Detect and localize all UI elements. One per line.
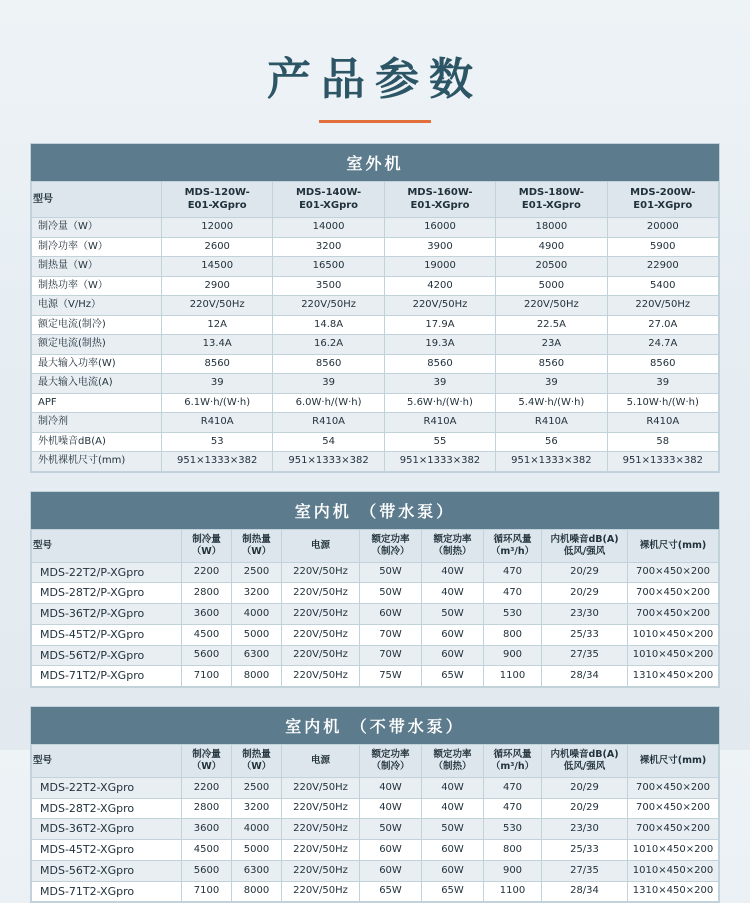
table-row	[32, 218, 719, 238]
table-cell: 20000	[607, 218, 718, 238]
table-row	[32, 777, 719, 798]
table-cell: 16500	[273, 257, 384, 277]
table-cell: 65W	[422, 666, 484, 687]
row-label: 外机噪音dB(A)	[32, 432, 162, 452]
model-name-cell: MDS-36T2/P-XGpro	[32, 604, 182, 625]
table-cell: 5600	[182, 645, 232, 666]
table-cell: 900	[484, 645, 542, 666]
table-cell: 8000	[232, 666, 282, 687]
table-cell: 16000	[384, 218, 495, 238]
outdoor-unit-title: 室外机	[31, 144, 719, 181]
table-cell: 56	[496, 432, 607, 452]
column-header-1: 制冷量 （W）	[182, 529, 232, 562]
table-row	[32, 315, 719, 335]
table-cell: 39	[496, 374, 607, 394]
table-cell: 3200	[232, 798, 282, 819]
table-cell: 530	[484, 604, 542, 625]
column-header-model-4: MDS-200W- E01-XGpro	[607, 182, 718, 218]
table-cell: 53	[162, 432, 273, 452]
column-header-4: 额定功率 （制冷）	[360, 745, 422, 778]
table-cell: 3200	[273, 237, 384, 257]
table-cell: 8560	[496, 354, 607, 374]
table-cell: 55	[384, 432, 495, 452]
table-cell: 40W	[422, 798, 484, 819]
outdoor-unit-table	[31, 181, 719, 472]
table-cell: 13.4A	[162, 335, 273, 355]
table-cell: 8560	[273, 354, 384, 374]
table-cell: 39	[384, 374, 495, 394]
table-cell: 6.1W·h/(W·h)	[162, 393, 273, 413]
table-cell: 1310×450×200	[628, 666, 719, 687]
table-cell: 220V/50Hz	[384, 296, 495, 316]
model-name-cell: MDS-36T2-XGpro	[32, 819, 182, 840]
column-header-3: 电源	[282, 529, 360, 562]
model-name-cell: MDS-28T2/P-XGpro	[32, 583, 182, 604]
table-cell: 1310×450×200	[628, 881, 719, 902]
page-title: 产品参数	[267, 54, 483, 105]
table-cell: 4000	[232, 819, 282, 840]
column-header-model-3: MDS-180W- E01-XGpro	[496, 182, 607, 218]
table-cell: 470	[484, 798, 542, 819]
table-cell: 5.6W·h/(W·h)	[384, 393, 495, 413]
table-cell: 6.0W·h/(W·h)	[273, 393, 384, 413]
table-row	[32, 798, 719, 819]
column-header-3: 电源	[282, 745, 360, 778]
table-cell: 2900	[162, 276, 273, 296]
table-cell: 3600	[182, 604, 232, 625]
table-cell: 58	[607, 432, 718, 452]
table-cell: 12000	[162, 218, 273, 238]
table-cell: 4900	[496, 237, 607, 257]
table-cell: 4200	[384, 276, 495, 296]
table-cell: 8560	[607, 354, 718, 374]
table-row	[32, 819, 719, 840]
row-label: 额定电流(制冷)	[32, 315, 162, 335]
table-cell: 14500	[162, 257, 273, 277]
model-name-cell: MDS-71T2/P-XGpro	[32, 666, 182, 687]
table-cell: 4500	[182, 624, 232, 645]
column-header-6: 循环风量 （m³/h）	[484, 529, 542, 562]
table-cell: 220V/50Hz	[282, 666, 360, 687]
table-cell: 40W	[422, 777, 484, 798]
model-name-cell: MDS-45T2-XGpro	[32, 840, 182, 861]
table-row	[32, 604, 719, 625]
row-label: 最大输入电流(A)	[32, 374, 162, 394]
table-cell: 2200	[182, 777, 232, 798]
table-cell: 16.2A	[273, 335, 384, 355]
table-cell: R410A	[162, 413, 273, 433]
model-name-cell: MDS-22T2-XGpro	[32, 777, 182, 798]
table-cell: 5600	[182, 860, 232, 881]
column-header-2: 制热量 （W）	[232, 529, 282, 562]
table-cell: 60W	[360, 860, 422, 881]
table-cell: 25/33	[542, 624, 628, 645]
table-cell: 700×450×200	[628, 819, 719, 840]
table-cell: 8560	[384, 354, 495, 374]
table-cell: 28/34	[542, 881, 628, 902]
table-cell: 20/29	[542, 798, 628, 819]
model-name-cell: MDS-56T2/P-XGpro	[32, 645, 182, 666]
table-cell: 60W	[360, 840, 422, 861]
table-row	[32, 452, 719, 472]
indoor-pump-title: 室内机 （带水泵）	[31, 492, 719, 529]
table-cell: 27.0A	[607, 315, 718, 335]
table-cell: 5.4W·h/(W·h)	[496, 393, 607, 413]
table-cell: 39	[273, 374, 384, 394]
column-header-2: 制热量 （W）	[232, 745, 282, 778]
table-cell: 23A	[496, 335, 607, 355]
table-header-row	[32, 182, 719, 218]
table-row	[32, 645, 719, 666]
table-cell: 3600	[182, 819, 232, 840]
table-cell: 220V/50Hz	[282, 798, 360, 819]
column-header-7: 内机噪音dB(A) 低风/强风	[542, 529, 628, 562]
column-header-model-2: MDS-160W- E01-XGpro	[384, 182, 495, 218]
table-cell: 23/30	[542, 604, 628, 625]
table-cell: 5400	[607, 276, 718, 296]
table-cell: 951×1333×382	[384, 452, 495, 472]
table-cell: 7100	[182, 881, 232, 902]
table-cell: 800	[484, 840, 542, 861]
indoor-nopump-table	[31, 744, 719, 902]
table-cell: 220V/50Hz	[282, 562, 360, 583]
table-cell: R410A	[273, 413, 384, 433]
table-cell: 20500	[496, 257, 607, 277]
table-row	[32, 374, 719, 394]
table-cell: 70W	[360, 645, 422, 666]
table-cell: 470	[484, 562, 542, 583]
row-label: 最大输入功率(W)	[32, 354, 162, 374]
table-cell: 19.3A	[384, 335, 495, 355]
table-cell: 1010×450×200	[628, 645, 719, 666]
table-row	[32, 413, 719, 433]
column-header-0: 型号	[32, 745, 182, 778]
table-row	[32, 296, 719, 316]
column-header-1: 制冷量 （W）	[182, 745, 232, 778]
table-cell: 1010×450×200	[628, 840, 719, 861]
table-cell: 20/29	[542, 583, 628, 604]
model-name-cell: MDS-28T2-XGpro	[32, 798, 182, 819]
table-cell: 7100	[182, 666, 232, 687]
table-cell: 4500	[182, 840, 232, 861]
table-cell: 1100	[484, 881, 542, 902]
table-cell: 50W	[360, 819, 422, 840]
table-cell: 60W	[422, 840, 484, 861]
indoor-pump-table	[31, 529, 719, 687]
table-cell: 220V/50Hz	[282, 860, 360, 881]
model-name-cell: MDS-71T2-XGpro	[32, 881, 182, 902]
column-header-8: 裸机尺寸(mm)	[628, 529, 719, 562]
table-cell: 60W	[422, 624, 484, 645]
table-cell: 2800	[182, 583, 232, 604]
table-cell: 4000	[232, 604, 282, 625]
table-row	[32, 354, 719, 374]
table-cell: 6300	[232, 860, 282, 881]
table-row	[32, 840, 719, 861]
model-name-cell: MDS-22T2/P-XGpro	[32, 562, 182, 583]
table-cell: 20/29	[542, 562, 628, 583]
table-row	[32, 432, 719, 452]
column-header-model-0: MDS-120W- E01-XGpro	[162, 182, 273, 218]
table-cell: 24.7A	[607, 335, 718, 355]
indoor-nopump-block	[30, 706, 720, 903]
table-cell: 60W	[422, 860, 484, 881]
row-label: 制热功率（W）	[32, 276, 162, 296]
table-cell: 6300	[232, 645, 282, 666]
table-cell: 951×1333×382	[496, 452, 607, 472]
table-cell: 5900	[607, 237, 718, 257]
table-cell: R410A	[607, 413, 718, 433]
table-cell: 220V/50Hz	[282, 840, 360, 861]
column-header-model: 型号	[32, 182, 162, 218]
table-cell: 70W	[360, 624, 422, 645]
table-cell: 220V/50Hz	[273, 296, 384, 316]
table-cell: 75W	[360, 666, 422, 687]
table-row	[32, 583, 719, 604]
table-cell: 23/30	[542, 819, 628, 840]
table-cell: 2600	[162, 237, 273, 257]
table-cell: 470	[484, 777, 542, 798]
table-cell: 2500	[232, 562, 282, 583]
table-cell: 700×450×200	[628, 583, 719, 604]
table-cell: 220V/50Hz	[496, 296, 607, 316]
indoor-nopump-title: 室内机 （不带水泵）	[31, 707, 719, 744]
table-header-row	[32, 529, 719, 562]
table-cell: 25/33	[542, 840, 628, 861]
table-cell: 2200	[182, 562, 232, 583]
column-header-8: 裸机尺寸(mm)	[628, 745, 719, 778]
table-cell: 50W	[360, 562, 422, 583]
table-row	[32, 276, 719, 296]
table-row	[32, 562, 719, 583]
table-row	[32, 257, 719, 277]
row-label: 外机裸机尺寸(mm)	[32, 452, 162, 472]
table-cell: 8560	[162, 354, 273, 374]
row-label: 制热量（W）	[32, 257, 162, 277]
row-label: 额定电流(制热)	[32, 335, 162, 355]
table-cell: 50W	[422, 604, 484, 625]
column-header-5: 额定功率 （制热）	[422, 745, 484, 778]
row-label: 电源（V/Hz）	[32, 296, 162, 316]
table-cell: 22.5A	[496, 315, 607, 335]
table-cell: 700×450×200	[628, 562, 719, 583]
table-cell: 951×1333×382	[273, 452, 384, 472]
table-cell: 19000	[384, 257, 495, 277]
table-row	[32, 860, 719, 881]
table-cell: R410A	[384, 413, 495, 433]
table-cell: 220V/50Hz	[162, 296, 273, 316]
column-header-0: 型号	[32, 529, 182, 562]
table-cell: 50W	[360, 583, 422, 604]
column-header-model-1: MDS-140W- E01-XGpro	[273, 182, 384, 218]
model-name-cell: MDS-45T2/P-XGpro	[32, 624, 182, 645]
table-cell: 28/34	[542, 666, 628, 687]
table-cell: 14000	[273, 218, 384, 238]
column-header-4: 额定功率 （制冷）	[360, 529, 422, 562]
table-cell: 65W	[422, 881, 484, 902]
table-cell: 1010×450×200	[628, 860, 719, 881]
row-label: 制冷剂	[32, 413, 162, 433]
table-cell: 20/29	[542, 777, 628, 798]
table-cell: 40W	[360, 798, 422, 819]
table-cell: 3500	[273, 276, 384, 296]
table-cell: 220V/50Hz	[282, 583, 360, 604]
table-cell: 22900	[607, 257, 718, 277]
outdoor-unit-block	[30, 143, 720, 473]
table-cell: 2500	[232, 777, 282, 798]
table-cell: 700×450×200	[628, 777, 719, 798]
column-header-5: 额定功率 （制热）	[422, 529, 484, 562]
page-title-wrap	[0, 0, 750, 123]
table-cell: 5000	[496, 276, 607, 296]
row-label: APF	[32, 393, 162, 413]
table-cell: 40W	[422, 583, 484, 604]
table-cell: 3200	[232, 583, 282, 604]
table-cell: 470	[484, 583, 542, 604]
row-label: 制冷量（W）	[32, 218, 162, 238]
table-cell: 17.9A	[384, 315, 495, 335]
table-cell: 5000	[232, 624, 282, 645]
table-row	[32, 393, 719, 413]
table-cell: 50W	[422, 819, 484, 840]
table-cell: 27/35	[542, 860, 628, 881]
table-cell: 8000	[232, 881, 282, 902]
table-cell: 1100	[484, 666, 542, 687]
table-cell: 18000	[496, 218, 607, 238]
table-cell: 700×450×200	[628, 798, 719, 819]
table-cell: 5.10W·h/(W·h)	[607, 393, 718, 413]
table-cell: 14.8A	[273, 315, 384, 335]
table-row	[32, 881, 719, 902]
table-row	[32, 624, 719, 645]
table-cell: 800	[484, 624, 542, 645]
table-cell: 5000	[232, 840, 282, 861]
table-cell: 39	[607, 374, 718, 394]
model-name-cell: MDS-56T2-XGpro	[32, 860, 182, 881]
table-row	[32, 335, 719, 355]
table-cell: 951×1333×382	[162, 452, 273, 472]
table-cell: 530	[484, 819, 542, 840]
table-row	[32, 237, 719, 257]
table-cell: 60W	[360, 604, 422, 625]
table-cell: 220V/50Hz	[282, 881, 360, 902]
table-cell: 40W	[422, 562, 484, 583]
table-cell: 65W	[360, 881, 422, 902]
table-cell: 60W	[422, 645, 484, 666]
table-cell: 220V/50Hz	[282, 604, 360, 625]
table-row	[32, 666, 719, 687]
table-cell: 12A	[162, 315, 273, 335]
table-cell: 54	[273, 432, 384, 452]
table-cell: 1010×450×200	[628, 624, 719, 645]
indoor-pump-block	[30, 491, 720, 688]
column-header-6: 循环风量 （m³/h）	[484, 745, 542, 778]
table-cell: 2800	[182, 798, 232, 819]
table-cell: 220V/50Hz	[282, 645, 360, 666]
row-label: 制冷功率（W）	[32, 237, 162, 257]
table-cell: 3900	[384, 237, 495, 257]
table-cell: 27/35	[542, 645, 628, 666]
table-cell: 40W	[360, 777, 422, 798]
table-cell: 220V/50Hz	[282, 819, 360, 840]
table-cell: 700×450×200	[628, 604, 719, 625]
table-cell: 39	[162, 374, 273, 394]
table-cell: 900	[484, 860, 542, 881]
table-cell: 220V/50Hz	[282, 624, 360, 645]
table-cell: 220V/50Hz	[607, 296, 718, 316]
table-cell: 220V/50Hz	[282, 777, 360, 798]
table-cell: R410A	[496, 413, 607, 433]
column-header-7: 内机噪音dB(A) 低风/强风	[542, 745, 628, 778]
table-cell: 951×1333×382	[607, 452, 718, 472]
